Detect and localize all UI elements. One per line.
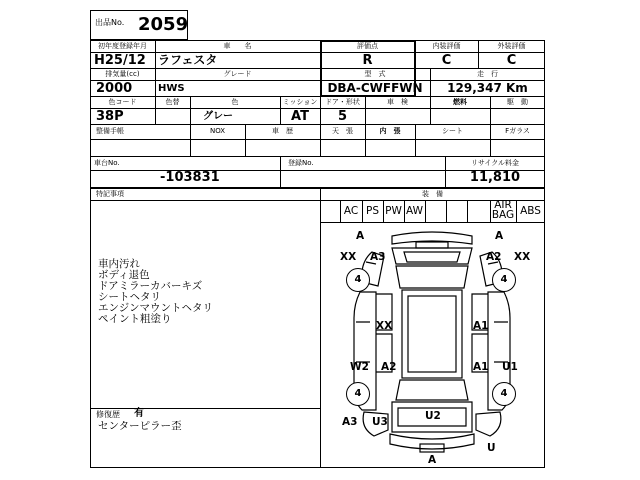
damage-right-door: A1 xyxy=(473,320,489,332)
color-value: グレー xyxy=(203,111,233,122)
note-item: エンジンマウントヘタリ xyxy=(98,302,213,314)
damage-rl-w2: W2 xyxy=(350,361,369,373)
damage-fr-xx: XX xyxy=(514,251,531,263)
note-item: ボディ退色 xyxy=(98,269,150,281)
damage-left-door: XX xyxy=(376,320,393,332)
note-item: ドアミラーカバーキズ xyxy=(98,280,203,292)
glass-label: Fガラス xyxy=(505,127,530,135)
equip-airbag: AIR BAG xyxy=(491,199,515,221)
history-label: 車 歴 xyxy=(272,127,293,135)
sunroof-label: 天 張 xyxy=(332,127,353,135)
damage-fl-xx: XX xyxy=(340,251,357,263)
tyre-front-left: 4 xyxy=(346,268,370,292)
model-value: ラフェスタ xyxy=(158,53,218,67)
recycle-label: リサイクル料金 xyxy=(470,159,520,167)
color-code-label: 色コード xyxy=(108,98,137,106)
exterior-score-value: C xyxy=(506,53,517,68)
damage-rear-u2: U2 xyxy=(425,410,441,422)
cc-value: 2000 xyxy=(96,81,133,96)
model-label: 車 名 xyxy=(223,42,252,50)
nox-label: NOX xyxy=(209,127,226,135)
damage-rr-u1: U1 xyxy=(502,361,518,373)
damage-rear-a3: A3 xyxy=(342,416,358,428)
equip-pw: PW xyxy=(385,205,402,217)
type-label: 型 式 xyxy=(364,70,386,78)
recycle-value: 11,810 xyxy=(469,170,521,185)
note-item: シートヘタリ xyxy=(98,291,161,303)
chassis-value: -103831 xyxy=(160,170,220,185)
reg-label: 初年度登録年月 xyxy=(98,42,147,50)
equip-ac: AC xyxy=(343,205,359,217)
mileage-label: 走 行 xyxy=(477,70,498,78)
grade-value: HWS xyxy=(158,83,185,94)
door-value: 5 xyxy=(337,109,348,124)
equip-aw: AW xyxy=(406,205,423,217)
equip-ps: PS xyxy=(366,205,379,217)
note-item: ペイント粗塗り xyxy=(98,313,172,325)
damage-rl-a2: A2 xyxy=(381,361,397,373)
lot-label: 出品No. xyxy=(95,18,125,27)
color-label: 色 xyxy=(231,98,239,106)
interior-score-label: 内装評価 xyxy=(432,42,461,50)
score-value: R xyxy=(362,53,373,68)
type-value: DBA-CWFFWN xyxy=(327,81,423,95)
note-item: 車内汚れ xyxy=(98,258,140,270)
equipment-label: 装 備 xyxy=(422,190,443,198)
tyre-rear-left: 4 xyxy=(346,382,370,406)
damage-fl-a3: A3 xyxy=(370,251,386,263)
mission-value: AT xyxy=(291,109,309,124)
equip-abs: ABS xyxy=(520,205,541,217)
lining-label: 内 張 xyxy=(379,127,401,135)
fuel-label: 燃料 xyxy=(453,98,467,106)
manual-label: 整備手帳 xyxy=(96,127,124,135)
score-label: 評価点 xyxy=(357,42,378,50)
reg-value: H25/12 xyxy=(94,53,146,68)
mileage-value: 129,347 Km xyxy=(447,81,528,95)
damage-front-right: A xyxy=(495,230,504,242)
cc-label: 排気量(cc) xyxy=(105,70,140,78)
color-sys-label: 色替 xyxy=(165,98,180,106)
repair-label: 修復歴 xyxy=(96,410,120,419)
damage-rr-a1: A1 xyxy=(473,361,489,373)
damage-fr-a2: A2 xyxy=(486,251,502,263)
damage-rear-a: A xyxy=(428,454,437,466)
tyre-front-right: 4 xyxy=(492,268,516,292)
regno-label: 登録No. xyxy=(288,159,314,167)
lot-number: 2059 xyxy=(138,14,189,35)
repair-item: センターピラー歪 xyxy=(98,420,182,432)
color-code-value: 38P xyxy=(96,109,124,124)
grade-label: グレード xyxy=(223,70,252,78)
chassis-label: 車台No. xyxy=(94,159,120,167)
damage-front-left: A xyxy=(356,230,365,242)
drive-label: 駆 動 xyxy=(507,98,528,106)
seat-label: シート xyxy=(442,127,463,135)
repair-value: 有 xyxy=(134,408,144,419)
exterior-score-label: 外装評価 xyxy=(497,42,526,50)
inspection-label: 車 検 xyxy=(387,98,408,106)
damage-rear-u: U xyxy=(487,442,496,454)
door-label: ドア・形状 xyxy=(325,98,360,106)
interior-score-value: C xyxy=(441,53,452,68)
special-label: 特記事項 xyxy=(96,190,124,198)
tyre-rear-right: 4 xyxy=(492,382,516,406)
mission-label: ミッション xyxy=(282,98,318,106)
damage-rear-u3: U3 xyxy=(372,416,388,428)
